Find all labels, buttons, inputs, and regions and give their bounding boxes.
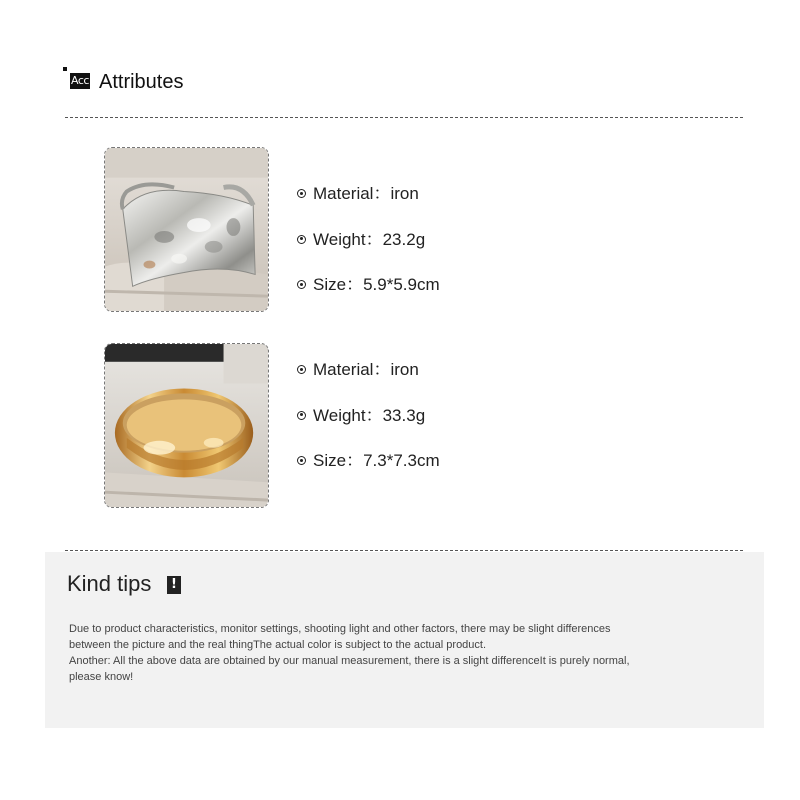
bullet-icon (297, 365, 306, 374)
attribute-text: Size：7.3*7.3cm (313, 451, 440, 470)
attribute-row-weight (297, 228, 440, 274)
attribute-row-material (297, 358, 440, 404)
attribute-row-material (297, 182, 440, 228)
bullet-icon (297, 456, 306, 465)
attribute-text: Size：5.9*5.9cm (313, 275, 440, 294)
bullet-icon (297, 235, 306, 244)
header-badge: Acc (71, 74, 89, 87)
tips-divider (65, 550, 743, 551)
bullet-icon (297, 280, 306, 289)
bullet-icon (297, 411, 306, 420)
attribute-text: Material：iron (313, 360, 419, 379)
product-1-attributes (297, 182, 440, 319)
product-image-gold-bangle (104, 343, 269, 508)
section-title: Attributes (99, 71, 184, 93)
tips-paragraph-1: Due to product characteristics, monitor settings, shooting light and other factors, there may be slight differences between the picture and the real thingThe actual color is subject to the actual product. (69, 623, 611, 651)
product-image-silver-cuff (104, 147, 269, 312)
kind-tips-title: Kind tips (67, 571, 152, 596)
kind-tips-body (69, 621, 644, 685)
silver-cuff-bracelet-icon (105, 148, 268, 311)
bullet-icon (297, 189, 306, 198)
product-2-attributes (297, 358, 440, 495)
attribute-row-size (297, 449, 440, 495)
attribute-text: Weight：33.3g (313, 405, 426, 425)
header-dot (63, 67, 67, 71)
attribute-row-size (297, 273, 440, 319)
attribute-text: Material：iron (313, 184, 419, 203)
attribute-text: Weight：23.2g (313, 229, 426, 249)
top-divider (65, 117, 743, 118)
attribute-row-weight (297, 404, 440, 450)
tips-paragraph-2: Another: All the above data are obtained by our manual measurement, there is a slight differenceIt is purely normal, please know! (69, 655, 630, 683)
gold-bangle-bracelet-icon (105, 344, 268, 507)
exclamation-icon: ! (167, 576, 181, 594)
